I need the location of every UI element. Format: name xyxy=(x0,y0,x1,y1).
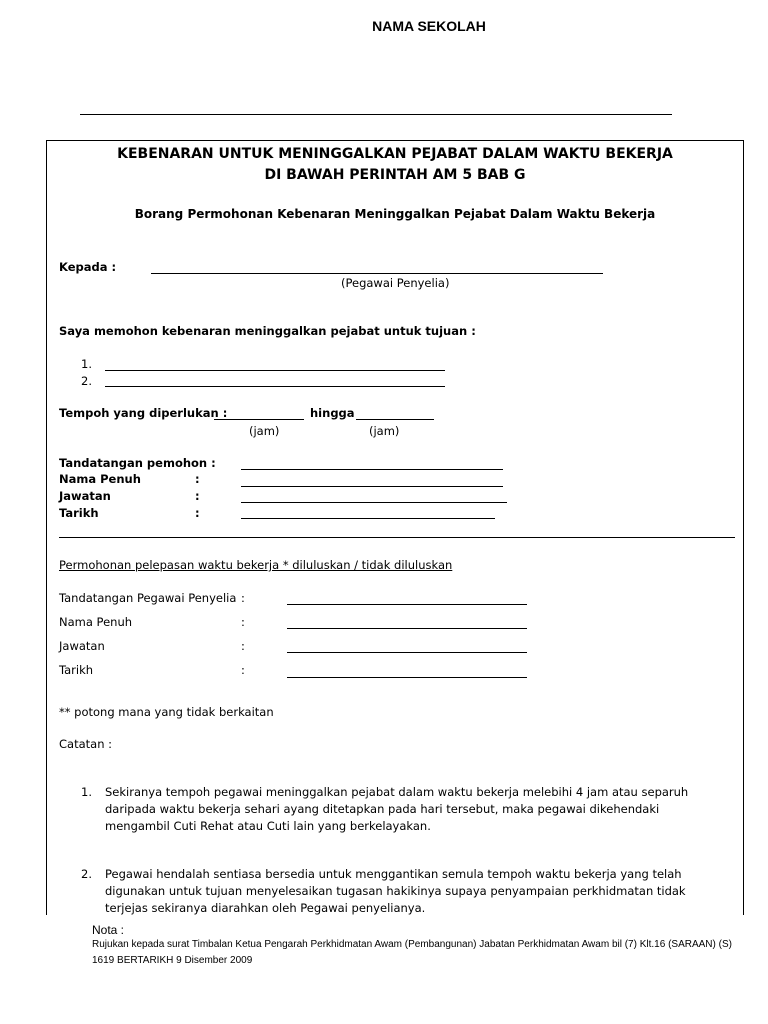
nama-penuh-colon: : xyxy=(195,472,200,486)
approval-nama-label: Nama Penuh xyxy=(59,615,133,629)
hingga-label: hingga xyxy=(310,406,355,420)
form-title-line1: KEBENARAN UNTUK MENINGGALKAN PEJABAT DALAM WAKTU BEKERJA xyxy=(117,146,673,162)
tempoh-label: Tempoh yang diperlukan : xyxy=(59,406,228,420)
tarikh-field[interactable] xyxy=(241,518,495,519)
tandatangan-penyelia-field[interactable] xyxy=(287,604,527,605)
purpose-field-1[interactable] xyxy=(105,370,445,371)
form-title-line2: DI BAWAH PERINTAH AM 5 BAB G xyxy=(264,167,526,183)
approval-tarikh-colon: : xyxy=(241,663,245,677)
purpose-item-1-num: 1. xyxy=(81,357,92,371)
tandatangan-pemohon-label: Tandatangan pemohon : xyxy=(59,456,216,470)
nama-penuh-label: Nama Penuh xyxy=(59,472,141,486)
purpose-item-2-num: 2. xyxy=(81,374,92,388)
approval-jawatan-colon: : xyxy=(241,639,245,653)
kepada-label: Kepada : xyxy=(59,260,117,274)
approval-jawatan-label: Jawatan xyxy=(59,639,105,653)
tarikh-label: Tarikh xyxy=(59,506,99,520)
tempoh-from-field[interactable] xyxy=(214,419,304,420)
approval-heading: Permohonan pelepasan waktu bekerja * diluluskan / tidak diluluskan xyxy=(59,558,453,572)
jawatan-field[interactable] xyxy=(241,502,507,503)
nota-label: Nota : xyxy=(92,923,125,937)
jawatan-colon: : xyxy=(195,489,200,503)
form-box xyxy=(46,140,744,915)
note-2-text: Pegawai hendalah sentiasa bersedia untuk menggantikan semula tempoh waktu bekerja yang telah digunakan untuk tujuan menyelesaikan tugasan hakikinya supaya penyampaian perkhidmatan tidak terjejas sekiranya diarahkan oleh Pegawai penyelianya. xyxy=(105,867,686,915)
pegawai-penyelia-caption: (Pegawai Penyelia) xyxy=(341,276,450,290)
nama-penuh-field[interactable] xyxy=(241,486,503,487)
catatan-label: Catatan : xyxy=(59,737,113,751)
tandatangan-pemohon-field[interactable] xyxy=(241,469,503,470)
nota-text: Rujukan kepada surat Timbalan Ketua Pengarah Perkhidmatan Awam (Pembangunan) Jabatan Perkhidmatan Awam bil (7) Klt.16 (SARAAN) (S) 1619 BERTARIKH 9 Disember 2009 xyxy=(92,939,732,966)
note-1-text: Sekiranya tempoh pegawai meninggalkan pejabat dalam waktu bekerja melebihi 4 jam atau separuh daripada waktu bekerja sehari ayang ditetapkan pada hari tersebut, maka pegawai dikehendaki mengambil Cuti Rehat atau Cuti lain yang berkelayakan. xyxy=(105,785,689,833)
approval-nama-colon: : xyxy=(241,615,245,629)
note-1-num: 1. xyxy=(81,785,92,799)
tandatangan-penyelia-colon: : xyxy=(241,591,245,605)
tandatangan-penyelia-label: Tandatangan Pegawai Penyelia xyxy=(59,591,237,605)
school-name: NAMA SEKOLAH xyxy=(372,18,486,34)
purpose-field-2[interactable] xyxy=(105,386,445,387)
header-divider xyxy=(80,114,672,115)
approval-nama-field[interactable] xyxy=(287,628,527,629)
strike-note: ** potong mana yang tidak berkaitan xyxy=(59,705,274,719)
approval-tarikh-label: Tarikh xyxy=(59,663,94,677)
note-2-num: 2. xyxy=(81,867,92,881)
purpose-text: Saya memohon kebenaran meninggalkan pejabat untuk tujuan : xyxy=(59,324,476,338)
form-subtitle: Borang Permohonan Kebenaran Meninggalkan Pejabat Dalam Waktu Bekerja xyxy=(134,207,656,221)
tempoh-to-field[interactable] xyxy=(356,419,434,420)
kepada-field[interactable] xyxy=(151,273,603,274)
approval-tarikh-field[interactable] xyxy=(287,677,527,678)
jam-caption-from: (jam) xyxy=(249,424,280,438)
approval-jawatan-field[interactable] xyxy=(287,652,527,653)
jawatan-label: Jawatan xyxy=(59,489,111,503)
jam-caption-to: (jam) xyxy=(369,424,400,438)
tarikh-colon: : xyxy=(195,506,200,520)
section-divider xyxy=(59,537,735,538)
